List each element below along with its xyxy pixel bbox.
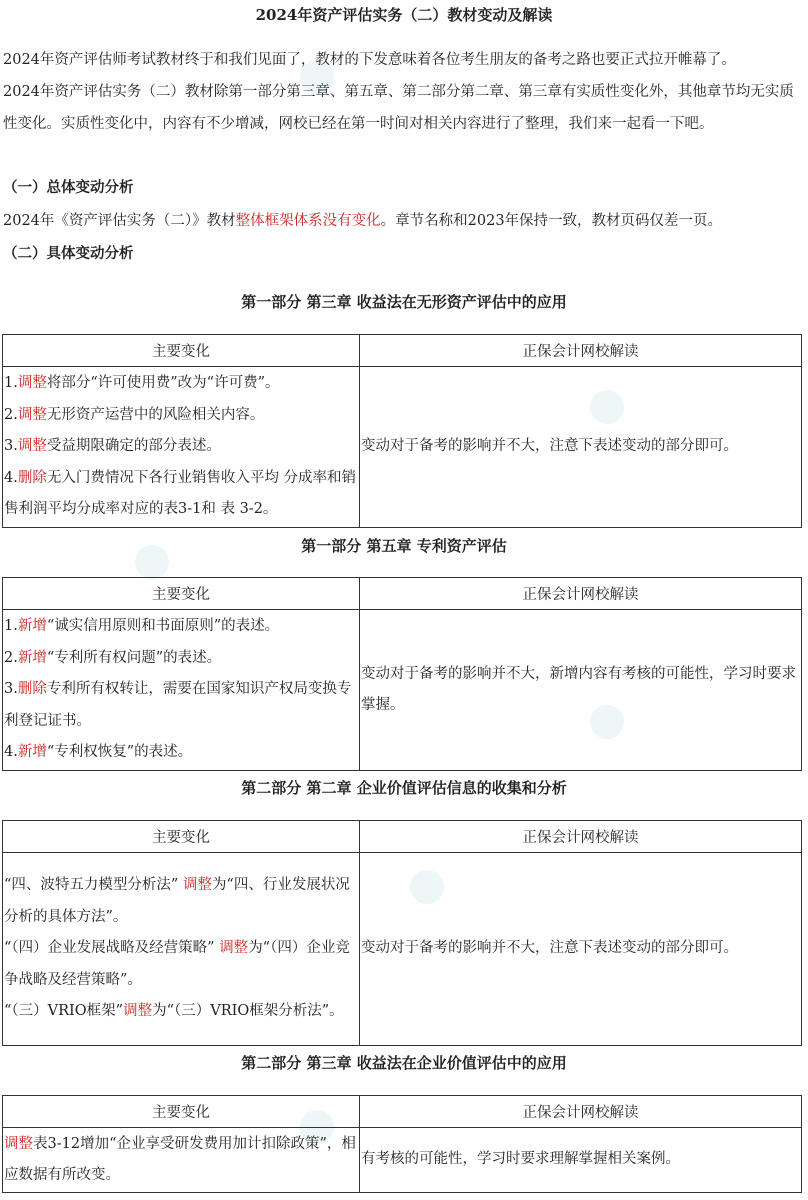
item-number: 2. <box>4 406 18 423</box>
item-keyword: 删除 <box>17 469 47 486</box>
item-keyword: 调整 <box>182 877 212 894</box>
overall-highlight: 整体框架体系没有变化 <box>235 213 381 229</box>
item-text-before: “（四）企业发展战略及经营策略” <box>4 940 220 957</box>
item-keyword: 调整 <box>4 1135 33 1152</box>
section-title: 第二部分 第三章 收益法在企业价值评估中的应用 <box>241 1054 567 1072</box>
change-table <box>2 334 802 528</box>
item-number: 1. <box>4 375 18 392</box>
page-title: 2024年资产评估实务（二）教材变动及解读 <box>255 6 553 24</box>
list-item <box>4 870 358 933</box>
list-item <box>4 643 358 675</box>
table-header-row <box>3 578 802 610</box>
item-number: 1. <box>4 618 18 635</box>
list-item <box>4 1129 358 1192</box>
comment-cell: 变动对于备考的影响并不大，注意下表述变动的部分即可。 <box>360 853 802 1046</box>
col-header-changes: 主要变化 <box>3 335 360 367</box>
table-header-row <box>3 821 802 853</box>
item-text: “专利权恢复”的表述。 <box>46 744 193 761</box>
intro-paragraph-1: 2024年资产评估师考试教材终于和我们见面了，教材的下发意味着各位考生朋友的备考之路也要正式拉开帷幕了。 <box>3 52 736 68</box>
heading-specific: （二）具体变动分析 <box>3 245 134 262</box>
item-text-before: “（三）VRIO框架” <box>4 1003 124 1020</box>
list-item <box>4 463 358 526</box>
item-keyword: 删除 <box>17 681 47 698</box>
item-number: 4. <box>4 469 18 486</box>
section-title: 第一部分 第三章 收益法在无形资产评估中的应用 <box>241 293 567 311</box>
item-text: “诚实信用原则和书面原则”的表述。 <box>46 618 280 635</box>
list-item <box>4 996 358 1028</box>
item-number: 3. <box>4 438 18 455</box>
changes-cell <box>3 367 360 528</box>
item-keyword: 调整 <box>123 1003 153 1020</box>
list-item <box>4 611 358 643</box>
list-item <box>4 933 358 996</box>
changes-cell <box>3 853 360 1046</box>
col-header-changes: 主要变化 <box>3 821 360 853</box>
change-table <box>2 577 802 771</box>
col-header-changes: 主要变化 <box>3 1096 360 1128</box>
section-title: 第一部分 第五章 专利资产评估 <box>301 537 507 555</box>
item-keyword: 新增 <box>17 744 47 761</box>
table-header-row <box>3 1096 802 1128</box>
col-header-comment: 正保会计网校解读 <box>360 335 802 367</box>
col-header-comment: 正保会计网校解读 <box>360 1096 802 1128</box>
item-number: 2. <box>4 649 18 666</box>
section-title: 第二部分 第二章 企业价值评估信息的收集和分析 <box>241 779 567 797</box>
item-keyword: 新增 <box>17 618 47 635</box>
change-table <box>2 1095 802 1193</box>
item-text: 为“四、行业发展状况分析的具体方法”。 <box>4 877 350 925</box>
item-text: 受益期限确定的部分表述。 <box>46 438 221 455</box>
table-row <box>3 1128 802 1193</box>
list-item <box>4 400 358 432</box>
heading-overall: （一）总体变动分析 <box>3 179 134 196</box>
table-header-row <box>3 335 802 367</box>
item-text: 无形资产运营中的风险相关内容。 <box>46 406 265 423</box>
item-keyword: 调整 <box>17 375 47 392</box>
item-text: 表3-12增加“企业享受研发费用加计扣除政策”，相应数据有所改变。 <box>4 1135 356 1183</box>
change-table <box>2 820 802 1046</box>
intro-paragraph-2: 2024年资产评估实务（二）教材除第一部分第三章、第五章、第二部分第二章、第三章有实质性变化外，其他章节均无实质性变化。实质性变化中，内容有不少增减，网校已经在第一时间对相关内容进行了整理，我们来一起看一下吧。 <box>3 84 794 132</box>
item-text: 为“（四）企业竞争战略及经营策略”。 <box>4 940 350 988</box>
item-keyword: 调整 <box>219 940 249 957</box>
overall-text-pre: 2024年《资产评估实务（二）》教材 <box>3 213 236 229</box>
item-text: 为“（三）VRIO框架分析法”。 <box>152 1003 344 1020</box>
item-text: 专利所有权转让，需要在国家知识产权局变换专利登记证书。 <box>4 681 352 729</box>
table-row <box>3 367 802 528</box>
changes-cell <box>3 610 360 771</box>
list-item <box>4 737 358 769</box>
changes-cell <box>3 1128 360 1193</box>
item-text-before: “四、波特五力模型分析法” <box>4 877 183 894</box>
item-keyword: 调整 <box>17 438 47 455</box>
item-text: “专利所有权问题”的表述。 <box>46 649 222 666</box>
list-item <box>4 431 358 463</box>
item-text: 无入门费情况下各行业销售收入平均 分成率和销售利润平均分成率对应的表3-1和 表 3-2。 <box>4 469 356 518</box>
overall-text-post: 。章节名称和2023年保持一致，教材页码仅差一页。 <box>380 213 723 229</box>
item-text: 将部分“许可使用费”改为“许可费”。 <box>46 375 280 392</box>
table-row <box>3 853 802 1046</box>
overall-paragraph <box>3 205 803 237</box>
comment-cell: 有考核的可能性，学习时要求理解掌握相关案例。 <box>360 1128 802 1193</box>
table-row <box>3 610 802 771</box>
col-header-changes: 主要变化 <box>3 578 360 610</box>
item-number: 4. <box>4 744 18 761</box>
col-header-comment: 正保会计网校解读 <box>360 578 802 610</box>
item-number: 3. <box>4 681 18 698</box>
comment-cell: 变动对于备考的影响并不大，新增内容有考核的可能性，学习时要求掌握。 <box>360 610 802 771</box>
item-keyword: 调整 <box>17 406 47 423</box>
col-header-comment: 正保会计网校解读 <box>360 821 802 853</box>
comment-cell: 变动对于备考的影响并不大，注意下表述变动的部分即可。 <box>360 367 802 528</box>
list-item <box>4 368 358 400</box>
list-item <box>4 674 358 737</box>
item-keyword: 新增 <box>17 649 47 666</box>
